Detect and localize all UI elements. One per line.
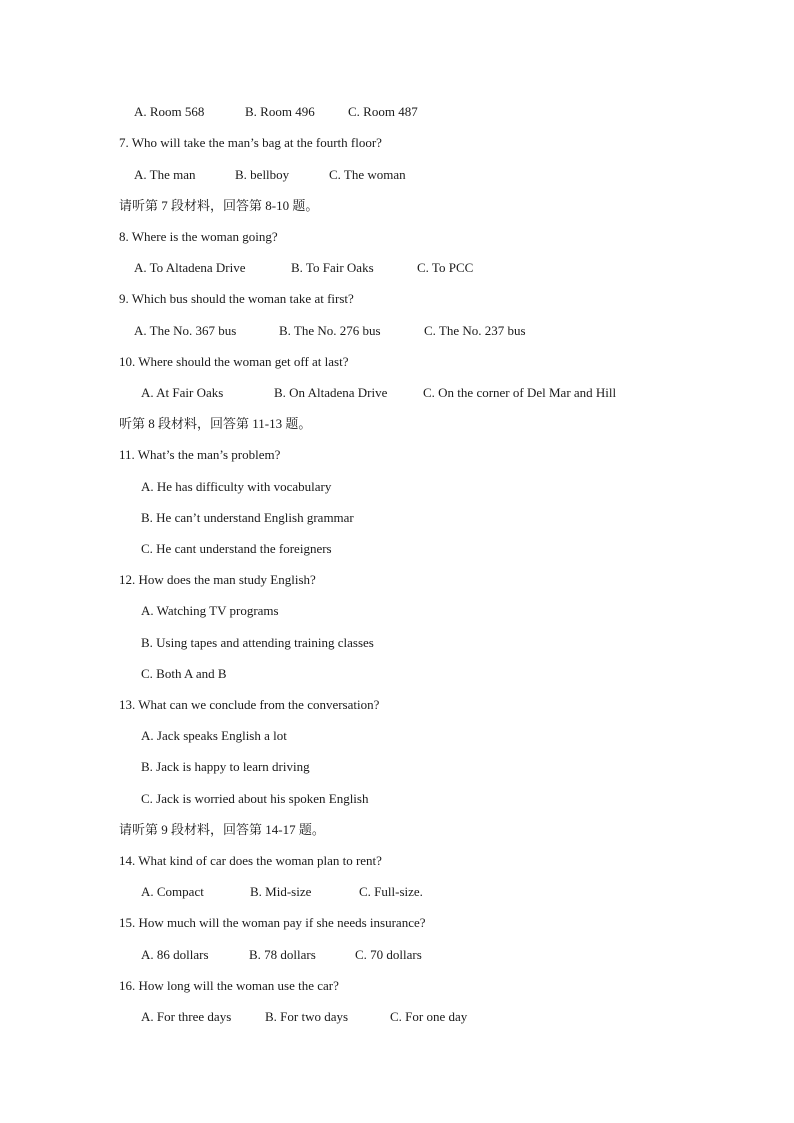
answer-option: A. Room 568 xyxy=(134,104,205,119)
answer-option: A. He has difficulty with vocabulary xyxy=(141,479,332,494)
answer-option: A. The No. 367 bus xyxy=(134,323,237,338)
answer-option: C. Both A and B xyxy=(141,666,227,681)
answer-option: C. For one day xyxy=(390,1009,468,1024)
answer-option: B. Mid-size xyxy=(250,884,312,899)
answer-option: A. Watching TV programs xyxy=(141,603,279,618)
answer-option: C. Jack is worried about his spoken English xyxy=(141,791,369,806)
answer-option: B. The No. 276 bus xyxy=(279,323,381,338)
section-instruction: 听第 8 段材料，回答第 11-13 题。 xyxy=(119,416,312,431)
question-text: 10. Where should the woman get off at last? xyxy=(119,354,349,369)
answer-option: B. Using tapes and attending training classes xyxy=(141,635,374,650)
answer-option: C. To PCC xyxy=(417,260,474,275)
question-text: 16. How long will the woman use the car? xyxy=(119,978,339,993)
answer-option: C. He cant understand the foreigners xyxy=(141,541,332,556)
answer-option: B. bellboy xyxy=(235,167,290,182)
question-text: 13. What can we conclude from the conversation? xyxy=(119,697,380,712)
answer-option: B. For two days xyxy=(265,1009,349,1024)
answer-option: B. On Altadena Drive xyxy=(274,385,388,400)
question-text: 9. Which bus should the woman take at first? xyxy=(119,291,354,306)
answer-option: C. Room 487 xyxy=(348,104,418,119)
question-text: 14. What kind of car does the woman plan to rent? xyxy=(119,853,382,868)
answer-option: A. For three days xyxy=(141,1009,232,1024)
section-instruction: 请听第 9 段材料，回答第 14-17 题。 xyxy=(119,822,325,837)
answer-option: A. 86 dollars xyxy=(141,947,209,962)
question-text: 11. What’s the man’s problem? xyxy=(119,447,281,462)
answer-option: C. On the corner of Del Mar and Hill xyxy=(423,385,617,400)
answer-option: C. Full-size. xyxy=(359,884,423,899)
answer-option: A. At Fair Oaks xyxy=(141,385,224,400)
answer-option: C. 70 dollars xyxy=(355,947,422,962)
answer-option: C. The woman xyxy=(329,167,406,182)
question-text: 12. How does the man study English? xyxy=(119,572,316,587)
answer-option: A. The man xyxy=(134,167,196,182)
answer-option: B. He can’t understand English grammar xyxy=(141,510,354,525)
answer-option: B. 78 dollars xyxy=(249,947,316,962)
question-text: 7. Who will take the man’s bag at the fourth floor? xyxy=(119,135,382,150)
answer-option: A. Compact xyxy=(141,884,204,899)
question-text: 15. How much will the woman pay if she needs insurance? xyxy=(119,915,426,930)
answer-option: A. Jack speaks English a lot xyxy=(141,728,287,743)
answer-option: A. To Altadena Drive xyxy=(134,260,246,275)
section-instruction: 请听第 7 段材料，回答第 8-10 题。 xyxy=(119,198,319,213)
answer-option: B. Room 496 xyxy=(245,104,315,119)
answer-option: B. To Fair Oaks xyxy=(291,260,374,275)
answer-option: C. The No. 237 bus xyxy=(424,323,526,338)
answer-option: B. Jack is happy to learn driving xyxy=(141,759,310,774)
question-text: 8. Where is the woman going? xyxy=(119,229,278,244)
